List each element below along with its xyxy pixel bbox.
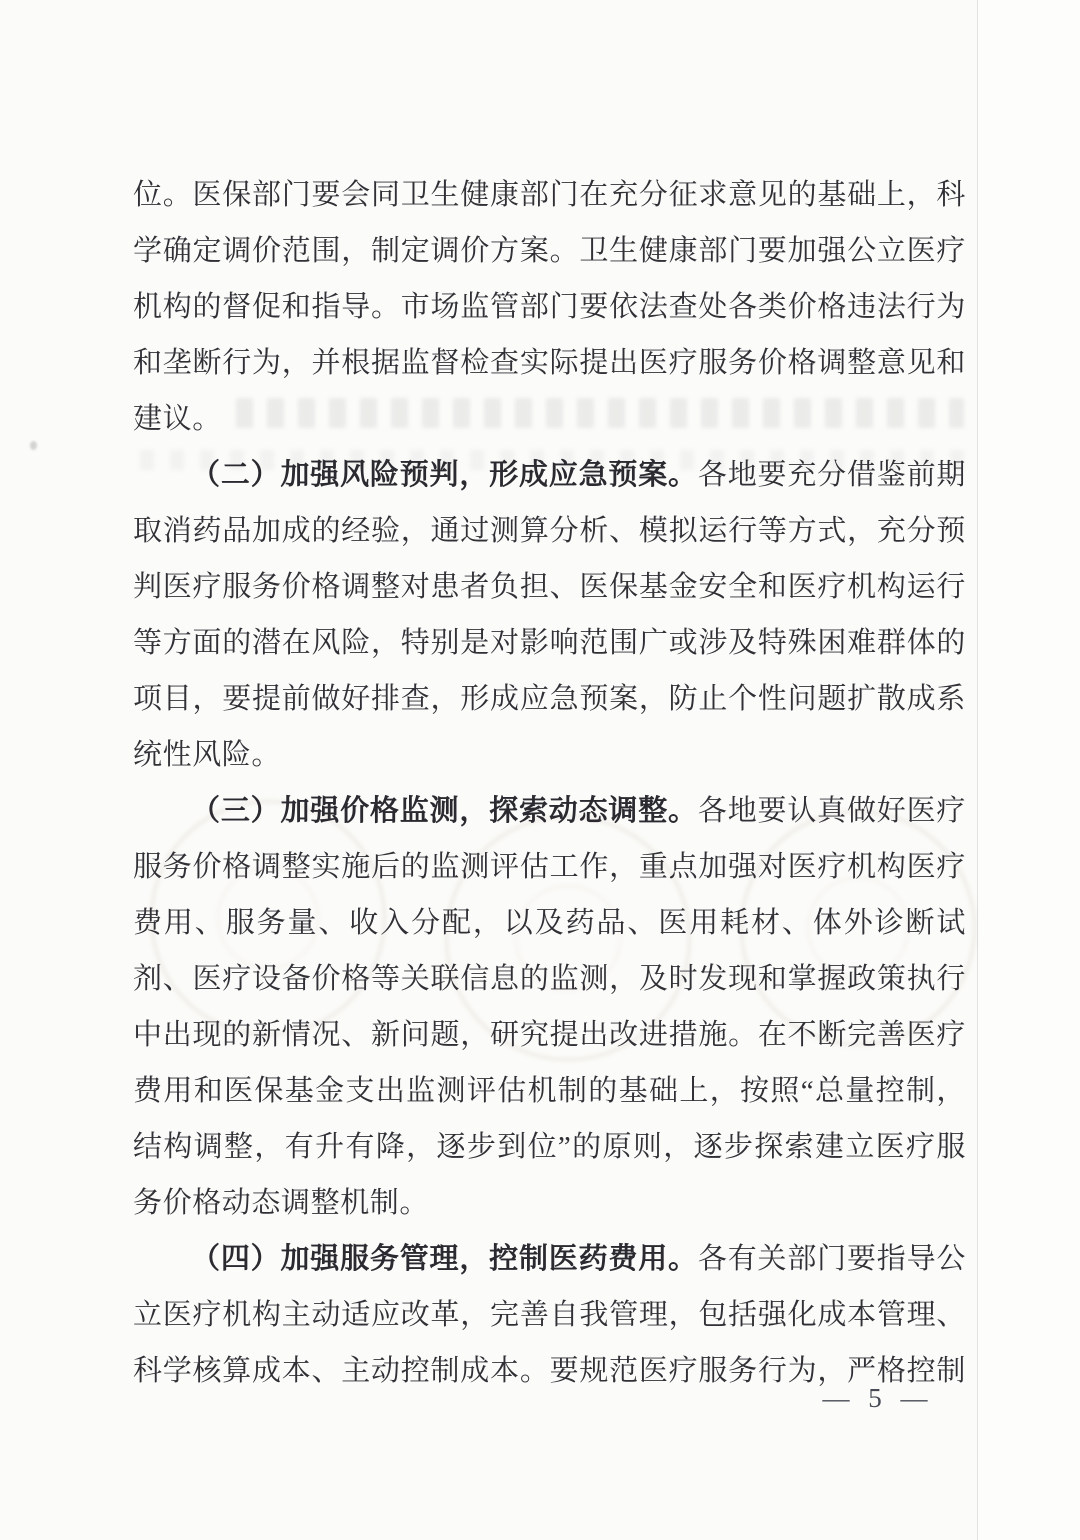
body-text-run: 统性风险。 — [133, 739, 282, 771]
body-text-run: 等方面的潜在风险，特别是对影响范围广或涉及特殊困难群体的 — [133, 627, 966, 659]
text-line — [133, 895, 966, 951]
scan-speck — [30, 441, 37, 450]
body-text-run: 位。医保部门要会同卫生健康部门在充分征求意见的基础上，科 — [133, 179, 966, 211]
text-line — [133, 1231, 966, 1287]
section-heading-run: （三）加强价格监测，探索动态调整。 — [191, 795, 698, 827]
text-block — [133, 167, 966, 1399]
text-line — [133, 1063, 966, 1119]
body-text-run: 中出现的新情况、新问题，研究提出改进措施。在不断完善医疗 — [133, 1019, 966, 1051]
text-line — [133, 671, 966, 727]
scan-page-edge-strip — [978, 0, 1080, 1540]
text-line — [133, 1119, 966, 1175]
text-line — [133, 1007, 966, 1063]
text-line — [133, 1287, 966, 1343]
text-line — [133, 951, 966, 1007]
body-text-run: 判医疗服务价格调整对患者负担、医保基金安全和医疗机构运行 — [133, 571, 966, 603]
body-text-run: 机构的督促和指导。市场监管部门要依法查处各类价格违法行为 — [133, 291, 966, 323]
text-line — [133, 223, 966, 279]
body-text-run: 费用、服务量、收入分配，以及药品、医用耗材、体外诊断试 — [133, 907, 966, 939]
body-text-run: 结构调整，有升有降，逐步到位”的原则，逐步探索建立医疗服 — [133, 1131, 966, 1163]
body-text-run: 和垄断行为，并根据监督检查实际提出医疗服务价格调整意见和 — [133, 347, 966, 379]
body-text-run: 建议。 — [133, 403, 222, 435]
text-line — [133, 447, 966, 503]
body-text-run: 科学核算成本、主动控制成本。要规范医疗服务行为，严格控制 — [133, 1355, 966, 1387]
section-heading-run: （二）加强风险预判，形成应急预案。 — [191, 459, 698, 491]
body-text-run: 剂、医疗设备价格等关联信息的监测，及时发现和掌握政策执行 — [133, 963, 966, 995]
text-line — [133, 335, 966, 391]
text-line — [133, 559, 966, 615]
text-line — [133, 783, 966, 839]
body-text-run: 各有关部门要指导公 — [697, 1243, 967, 1275]
body-text-run: 服务价格调整实施后的监测评估工作，重点加强对医疗机构医疗 — [133, 851, 966, 883]
body-text-run: 取消药品加成的经验，通过测算分析、模拟运行等方式，充分预 — [133, 515, 966, 547]
text-line — [133, 503, 966, 559]
text-line — [133, 1175, 966, 1231]
body-text-run: 项目，要提前做好排查，形成应急预案，防止个性问题扩散成系 — [133, 683, 966, 715]
body-text-run: 费用和医保基金支出监测评估机制的基础上，按照“总量控制， — [133, 1075, 966, 1107]
body-text-run: 学确定调价范围，制定调价方案。卫生健康部门要加强公立医疗 — [133, 235, 966, 267]
body-text-run: 务价格动态调整机制。 — [133, 1187, 430, 1219]
text-line — [133, 615, 966, 671]
text-line — [133, 167, 966, 223]
scan-page-edge-line — [977, 0, 978, 1540]
page-number: — 5 — — [822, 1383, 934, 1413]
section-heading-run: （四）加强服务管理，控制医药费用。 — [191, 1243, 698, 1275]
body-text-run: 立医疗机构主动适应改革，完善自我管理，包括强化成本管理、 — [133, 1299, 966, 1331]
text-line — [133, 839, 966, 895]
text-line — [133, 727, 966, 783]
body-text-run: 各地要充分借鉴前期 — [697, 459, 967, 491]
text-line — [133, 279, 966, 335]
text-line — [133, 391, 966, 447]
body-text-run: 各地要认真做好医疗 — [697, 795, 967, 827]
